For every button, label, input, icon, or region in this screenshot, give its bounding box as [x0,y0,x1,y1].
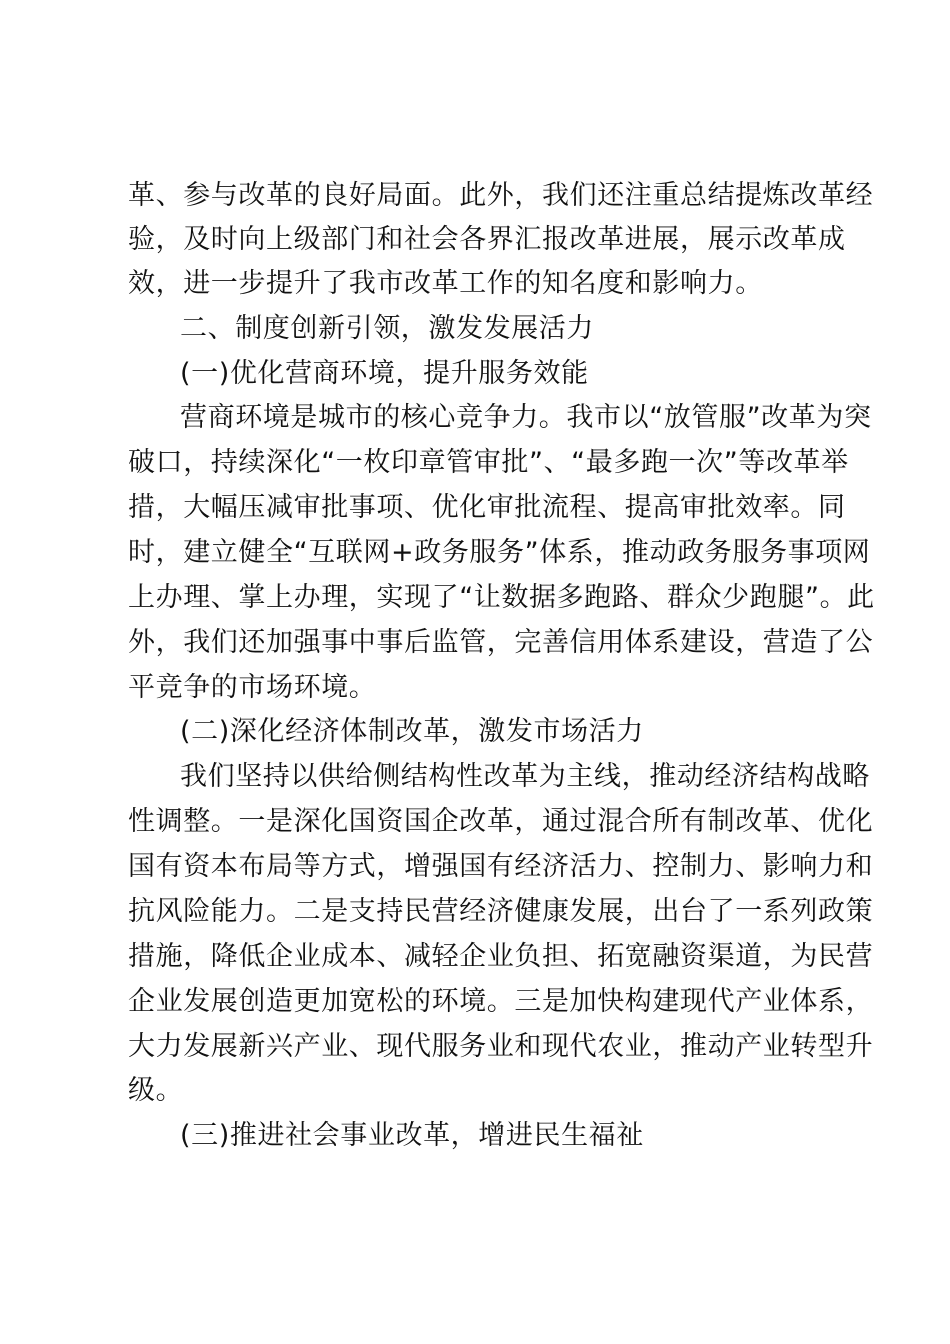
paragraph-line: 效，进一步提升了我市改革工作的知名度和影响力。 [128,268,763,299]
subsection-heading-2: (二)深化经济体制改革，激发市场活力 [180,716,644,747]
paragraph-line: 级。 [128,1075,184,1106]
paragraph-line: 措，大幅压减审批事项、优化审批流程、提高审批效率。同 [128,492,846,523]
paragraph-line: 营商环境是城市的核心竞争力。我市以“放管服”改革为突 [180,402,872,433]
paragraph-line: 性调整。一是深化国资国企改革，通过混合所有制改革、优化 [128,806,874,837]
paragraph-line: 平竞争的市场环境。 [128,672,377,703]
paragraph-line: 抗风险能力。二是支持民营经济健康发展，出台了一系列政策 [128,896,874,927]
paragraph-line: 破口，持续深化“一枚印章管审批”、“最多跑一次”等改革举 [128,447,849,478]
paragraph-line: 国有资本布局等方式，增强国有经济活力、控制力、影响力和 [128,851,874,882]
paragraph-line: 大力发展新兴产业、现代服务业和现代农业，推动产业转型升 [128,1031,874,1062]
paragraph-line: 外，我们还加强事中事后监管，完善信用体系建设，营造了公 [128,627,874,658]
paragraph-line: 革、参与改革的良好局面。此外，我们还注重总结提炼改革经 [128,180,874,211]
paragraph-line: 我们坚持以供给侧结构性改革为主线，推动经济结构战略 [180,761,870,792]
paragraph-line: 企业发展创造更加宽松的环境。三是加快构建现代产业体系， [128,986,874,1017]
paragraph-line: 措施，降低企业成本、减轻企业负担、拓宽融资渠道，为民营 [128,941,874,972]
paragraph-line: 验，及时向上级部门和社会各界汇报改革进展，展示改革成 [128,224,846,255]
subsection-heading-1: (一)优化营商环境，提升服务效能 [180,358,589,389]
paragraph-line: 上办理、掌上办理，实现了“让数据多跑路、群众少跑腿”。此 [128,582,875,613]
paragraph-line: 时，建立健全“互联网+政务服务”体系，推动政务服务事项网 [128,537,871,568]
subsection-heading-3: (三)推进社会事业改革，增进民生福祉 [180,1120,644,1151]
section-heading: 二、制度创新引领，激发发展活力 [180,313,594,344]
